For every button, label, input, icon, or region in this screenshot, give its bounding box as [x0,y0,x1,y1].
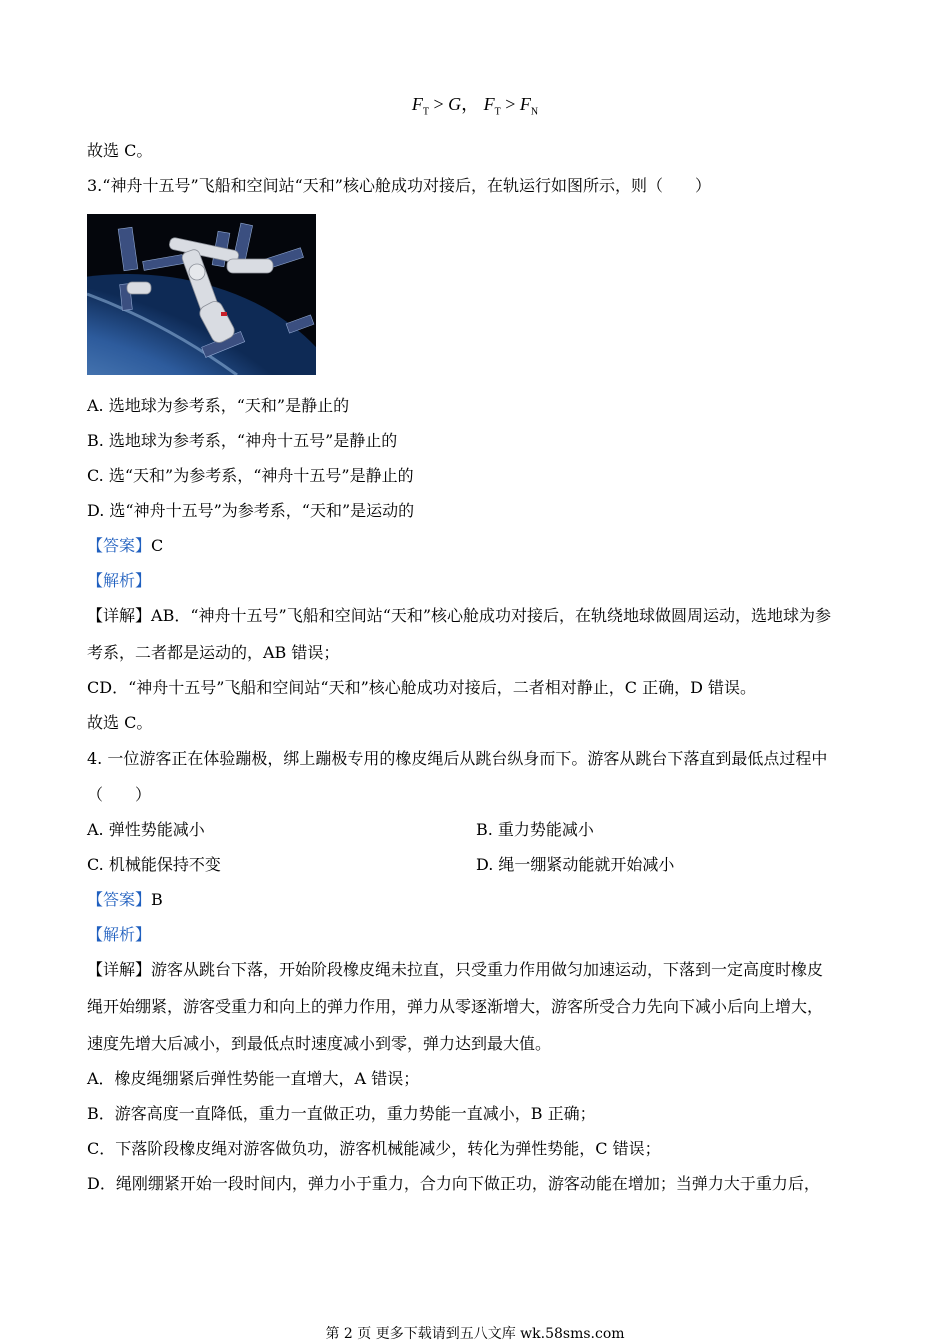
q4-option-a: A. 弹性势能减小 [87,820,205,839]
q4-option-d: D. 绳一绷紧动能就开始减小 [476,855,675,874]
q3-detail-line-3: CD．“神舟十五号”飞船和空间站“天和”核心舱成功对接后，二者相对静止，C 正确，D 错误。 [87,678,757,697]
q4-option-c: C. 机械能保持不变 [87,855,221,874]
q3-conclusion: 故选 C。 [87,713,153,732]
space-station-photo [87,214,316,375]
prev-conclusion: 故选 C。 [87,141,153,160]
q4-detail-line-2: 绳开始绷紧，游客受重力和向上的弹力作用，弹力从零逐渐增大，游客所受合力先向下减小后向上增大， [87,997,824,1016]
q4-option-b: B. 重力势能减小 [476,820,594,839]
answer-value: B [151,890,163,909]
q3-analysis-tag [87,571,151,591]
q4-detail-line-1: 【详解】游客从跳台下落，开始阶段橡皮绳未拉直，只受重力作用做匀加速运动，下落到一定高度时橡皮 [87,960,824,979]
space-station-illustration [87,214,316,375]
q3-stem: 3.“神舟十五号”飞船和空间站“天和”核心舱成功对接后，在轨运行如图所示，则（ ） [87,176,711,195]
q3-option-a: A. 选地球为参考系，“天和”是静止的 [87,396,350,415]
q4-answer [87,890,163,910]
q4-detail-c: C．下落阶段橡皮绳对游客做负功，游客机械能减少，转化为弹性势能，C 错误； [87,1139,661,1158]
q3-detail-line-2: 考系，二者都是运动的，AB 错误； [87,643,340,662]
q4-detail-d: D．绳刚绷紧开始一段时间内，弹力小于重力，合力向下做正功，游客动能在增加；当弹力大于重力后， [87,1174,820,1193]
q4-analysis-tag [87,925,151,945]
q3-option-c: C. 选“天和”为参考系，“神舟十五号”是静止的 [87,466,414,485]
q3-option-b: B. 选地球为参考系，“神舟十五号”是静止的 [87,431,398,450]
page-footer: 第 2 页 更多下载请到五八文库 wk.58sms.com [325,1326,625,1342]
q4-detail-a: A．橡皮绳绷紧后弹性势能一直增大，A 错误； [87,1069,420,1088]
formula-line: $F_T > G$， $F_T > F_N$ [411,94,539,118]
answer-tag: 【答案】 [87,536,152,555]
q4-detail-b: B．游客高度一直降低，重力一直做正功，重力势能一直减小，B 正确； [87,1104,596,1123]
analysis-tag: 【解析】 [87,925,152,944]
q3-option-d: D. 选“神舟十五号”为参考系，“天和”是运动的 [87,501,415,520]
q4-detail-line-3: 速度先增大后减小，到最低点时速度减小到零，弹力达到最大值。 [87,1034,552,1053]
detail-tag: 【详解】 [87,606,152,625]
answer-value: C [151,536,164,555]
q3-detail-line-1: 【详解】AB．“神舟十五号”飞船和空间站“天和”核心舱成功对接后，在轨绕地球做圆周运动，选地球为参 [87,606,832,625]
q4-stem-line-2: （ ） [87,785,152,804]
q4-stem-line-1: 4. 一位游客正在体验蹦极，绑上蹦极专用的橡皮绳后从跳台纵身而下。游客从跳台下落直到最低点过程中 [87,749,828,768]
answer-tag: 【答案】 [87,890,152,909]
detail-tag: 【详解】 [87,960,152,979]
analysis-tag: 【解析】 [87,571,152,590]
q3-answer [87,536,163,556]
